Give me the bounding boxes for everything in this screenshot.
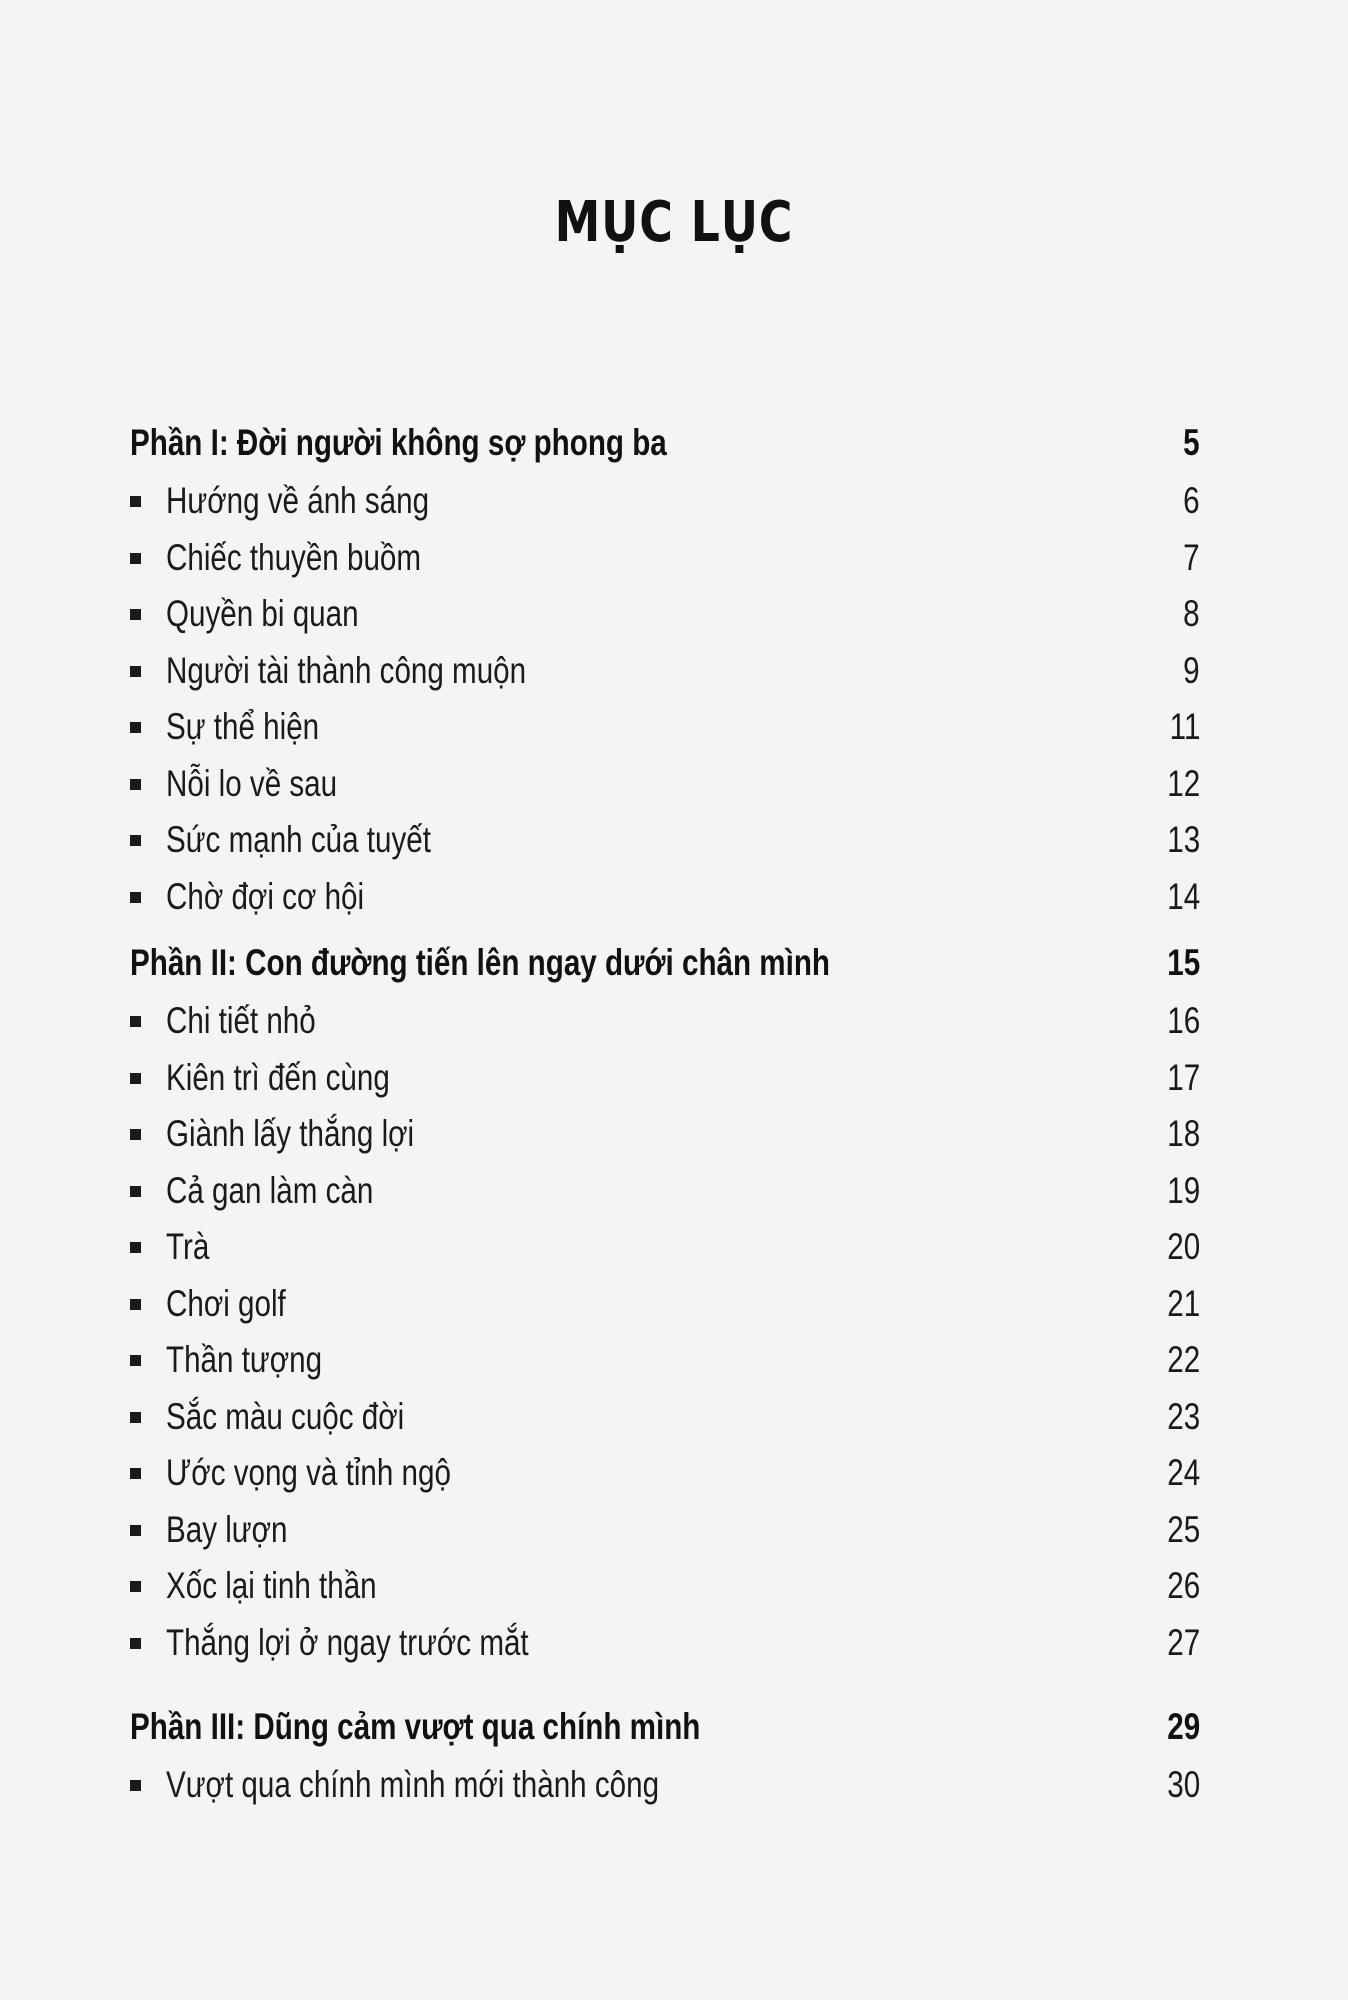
toc-entry-row[interactable] xyxy=(130,1279,1200,1329)
toc-entry-row[interactable] xyxy=(130,1618,1200,1668)
square-bullet-icon xyxy=(130,1016,141,1027)
entry-page-number: 6 xyxy=(1183,480,1200,521)
square-bullet-icon xyxy=(130,892,141,903)
toc-entry-row[interactable] xyxy=(130,1053,1200,1103)
entry-page-number: 14 xyxy=(1167,875,1200,917)
entry-title: Người tài thành công muộn xyxy=(166,649,527,691)
entry-title: Sắc màu cuộc đời xyxy=(166,1395,405,1437)
toc-section-row[interactable] xyxy=(130,418,1200,468)
square-bullet-icon xyxy=(130,722,141,733)
section-title: Phần II: Con đường tiến lên ngay dưới chân mình xyxy=(130,942,830,983)
toc-entry-row[interactable] xyxy=(130,1760,1200,1810)
toc-entry-row[interactable] xyxy=(130,702,1200,752)
square-bullet-icon xyxy=(130,835,141,846)
toc-entry-row[interactable] xyxy=(130,996,1200,1046)
square-bullet-icon xyxy=(130,1525,141,1536)
section-page-number: 29 xyxy=(1167,1706,1200,1747)
toc-entry-row[interactable] xyxy=(130,1222,1200,1272)
toc-entry-row[interactable] xyxy=(130,1109,1200,1159)
entry-page-number: 20 xyxy=(1167,1226,1200,1267)
entry-page-number: 27 xyxy=(1167,1621,1200,1663)
entry-title: Bay lượn xyxy=(166,1508,288,1550)
toc-entry-row[interactable] xyxy=(130,476,1200,526)
toc-entry-row[interactable] xyxy=(130,646,1200,696)
square-bullet-icon xyxy=(130,1242,141,1253)
entry-title: Chờ đợi cơ hội xyxy=(166,875,365,917)
section-page-number: 15 xyxy=(1167,942,1200,983)
entry-page-number: 18 xyxy=(1167,1113,1200,1154)
entry-title: Hướng về ánh sáng xyxy=(166,480,430,521)
toc-section-row[interactable] xyxy=(130,938,1200,988)
entry-page-number: 21 xyxy=(1167,1282,1200,1324)
square-bullet-icon xyxy=(130,1412,141,1423)
entry-page-number: 17 xyxy=(1167,1056,1200,1098)
entry-page-number: 11 xyxy=(1169,706,1200,747)
entry-title: Sức mạnh của tuyết xyxy=(166,819,431,860)
toc-entry-row[interactable] xyxy=(130,1505,1200,1555)
entry-page-number: 9 xyxy=(1183,649,1200,691)
section-title: Phần III: Dũng cảm vượt qua chính mình xyxy=(130,1706,701,1747)
entry-page-number: 8 xyxy=(1183,593,1200,634)
toc-entry-row[interactable] xyxy=(130,815,1200,865)
toc-entry-row[interactable] xyxy=(130,1166,1200,1216)
toc-entry-row[interactable] xyxy=(130,589,1200,639)
section-title: Phần I: Đời người không sợ phong ba xyxy=(130,422,667,463)
entry-title: Giành lấy thắng lợi xyxy=(166,1113,415,1154)
entry-title: Kiên trì đến cùng xyxy=(166,1056,390,1098)
entry-title: Cả gan làm càn xyxy=(166,1169,374,1211)
square-bullet-icon xyxy=(130,666,141,677)
entry-title: Thần tượng xyxy=(166,1339,323,1380)
toc-entry-row[interactable] xyxy=(130,872,1200,922)
entry-page-number: 23 xyxy=(1167,1395,1200,1437)
square-bullet-icon xyxy=(130,496,141,507)
toc-entry-row[interactable] xyxy=(130,1561,1200,1611)
page-title: MỤC LỤC xyxy=(554,190,794,255)
entry-title: Thắng lợi ở ngay trước mắt xyxy=(166,1621,529,1663)
entry-page-number: 25 xyxy=(1167,1508,1200,1550)
section-page-number: 5 xyxy=(1183,422,1200,463)
entry-title: Chiếc thuyền buồm xyxy=(166,536,422,578)
entry-page-number: 13 xyxy=(1167,819,1200,860)
square-bullet-icon xyxy=(130,609,141,620)
toc-section-row[interactable] xyxy=(130,1702,1200,1752)
entry-title: Ước vọng và tỉnh ngộ xyxy=(166,1452,451,1493)
square-bullet-icon xyxy=(130,1638,141,1649)
square-bullet-icon xyxy=(130,1468,141,1479)
entry-page-number: 16 xyxy=(1167,1000,1200,1041)
square-bullet-icon xyxy=(130,779,141,790)
toc-entry-row[interactable] xyxy=(130,1335,1200,1385)
square-bullet-icon xyxy=(130,1186,141,1197)
entry-title: Sự thể hiện xyxy=(166,706,320,747)
entry-page-number: 24 xyxy=(1167,1452,1200,1493)
entry-title: Vượt qua chính mình mới thành công xyxy=(166,1764,660,1805)
entry-page-number: 7 xyxy=(1183,536,1200,578)
square-bullet-icon xyxy=(130,1355,141,1366)
entry-page-number: 22 xyxy=(1167,1339,1200,1380)
entry-page-number: 26 xyxy=(1167,1565,1200,1606)
entry-page-number: 19 xyxy=(1167,1169,1200,1211)
square-bullet-icon xyxy=(130,1073,141,1084)
square-bullet-icon xyxy=(130,553,141,564)
entry-page-number: 12 xyxy=(1167,762,1200,804)
toc-entry-row[interactable] xyxy=(130,1392,1200,1442)
toc-entry-row[interactable] xyxy=(130,759,1200,809)
entry-title: Trà xyxy=(166,1226,210,1267)
square-bullet-icon xyxy=(130,1129,141,1140)
square-bullet-icon xyxy=(130,1299,141,1310)
entry-title: Nỗi lo về sau xyxy=(166,762,338,804)
toc-entry-row[interactable] xyxy=(130,1448,1200,1498)
entry-title: Xốc lại tinh thần xyxy=(166,1565,377,1606)
square-bullet-icon xyxy=(130,1581,141,1592)
entry-title: Quyền bi quan xyxy=(166,593,359,634)
entry-title: Chơi golf xyxy=(166,1282,286,1324)
toc-entry-row[interactable] xyxy=(130,533,1200,583)
square-bullet-icon xyxy=(130,1780,141,1791)
entry-title: Chi tiết nhỏ xyxy=(166,1000,316,1041)
entry-page-number: 30 xyxy=(1167,1764,1200,1805)
